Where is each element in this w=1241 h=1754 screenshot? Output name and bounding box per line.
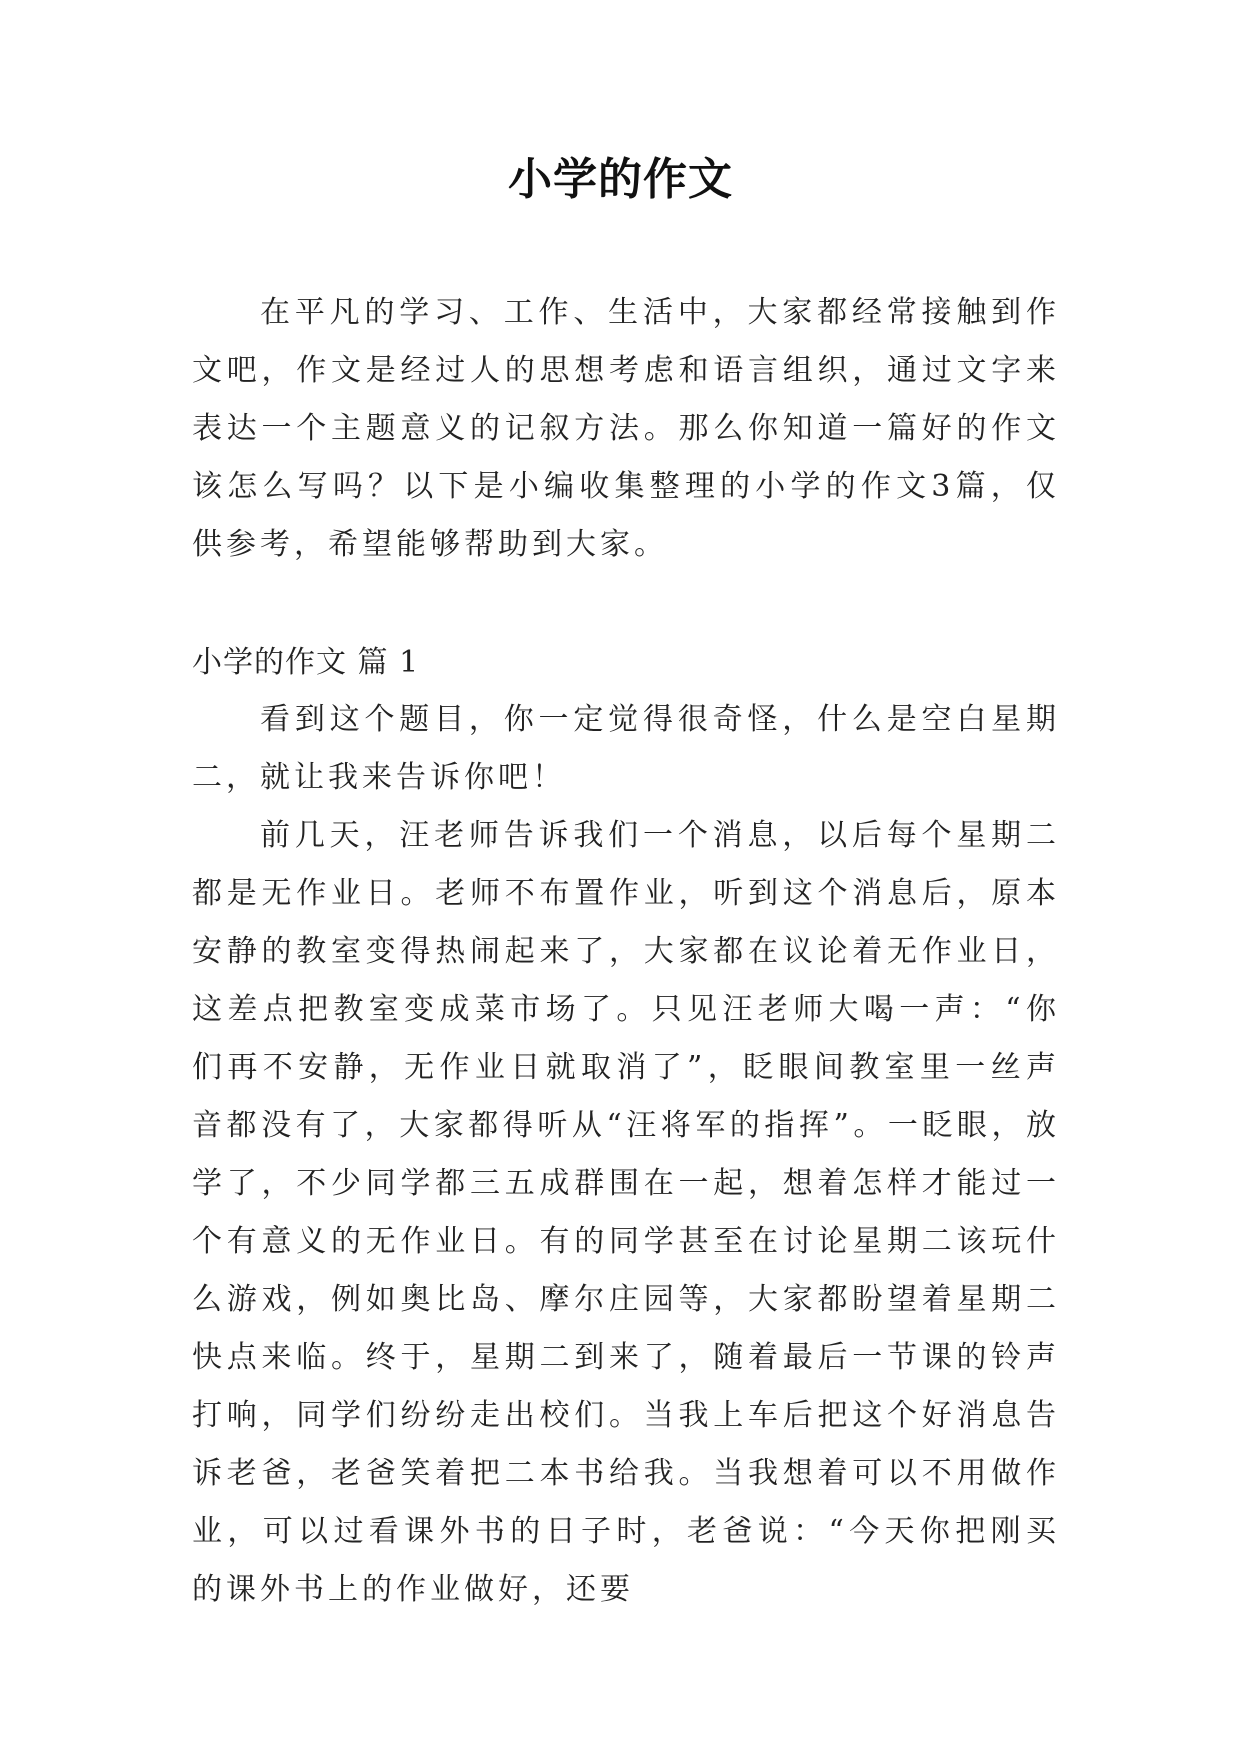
essay-paragraph-1: 看到这个题目，你一定觉得很奇怪，什么是空白星期二，就让我来告诉你吧！ (192, 702, 1060, 795)
intro-paragraph: 在平凡的学习、工作、生活中，大家都经常接触到作文吧，作文是经过人的思想考虑和语言组织，通过文字来表达一个主题意义的记叙方法。那么你知道一篇好的作文该怎么写吗？以下是小编收集整理的小学的作文3篇，仅供参考，希望能够帮助到大家。 (192, 295, 1060, 562)
document-title: 小学的作文 (508, 154, 733, 205)
section-heading: 小学的作文 篇 1 (192, 645, 420, 680)
essay-body (192, 691, 1060, 1619)
intro-section (192, 284, 1060, 574)
essay-paragraph-2: 前几天，汪老师告诉我们一个消息，以后每个星期二都是无作业日。老师不布置作业，听到这个消息后，原本安静的教室变得热闹起来了，大家都在议论着无作业日，这差点把教室变成菜市场了。只见汪老师大喝一声：“你们再不安静，无作业日就取消了”，眨眼间教室里一丝声音都没有了，大家都得听从“汪将军的指挥”。一眨眼，放学了，不少同学都三五成群围在一起，想着怎样才能过一个有意义的无作业日。有的同学甚至在讨论星期二该玩什么游戏，例如奥比岛、摩尔庄园等，大家都盼望着星期二快点来临。终于，星期二到来了，随着最后一节课的铃声打响，同学们纷纷走出校们。当我上车后把这个好消息告诉老爸，老爸笑着把二本书给我。当我想着可以不用做作业，可以过看课外书的日子时，老爸说：“今天你把刚买的课外书上的作业做好，还要 (192, 818, 1060, 1607)
